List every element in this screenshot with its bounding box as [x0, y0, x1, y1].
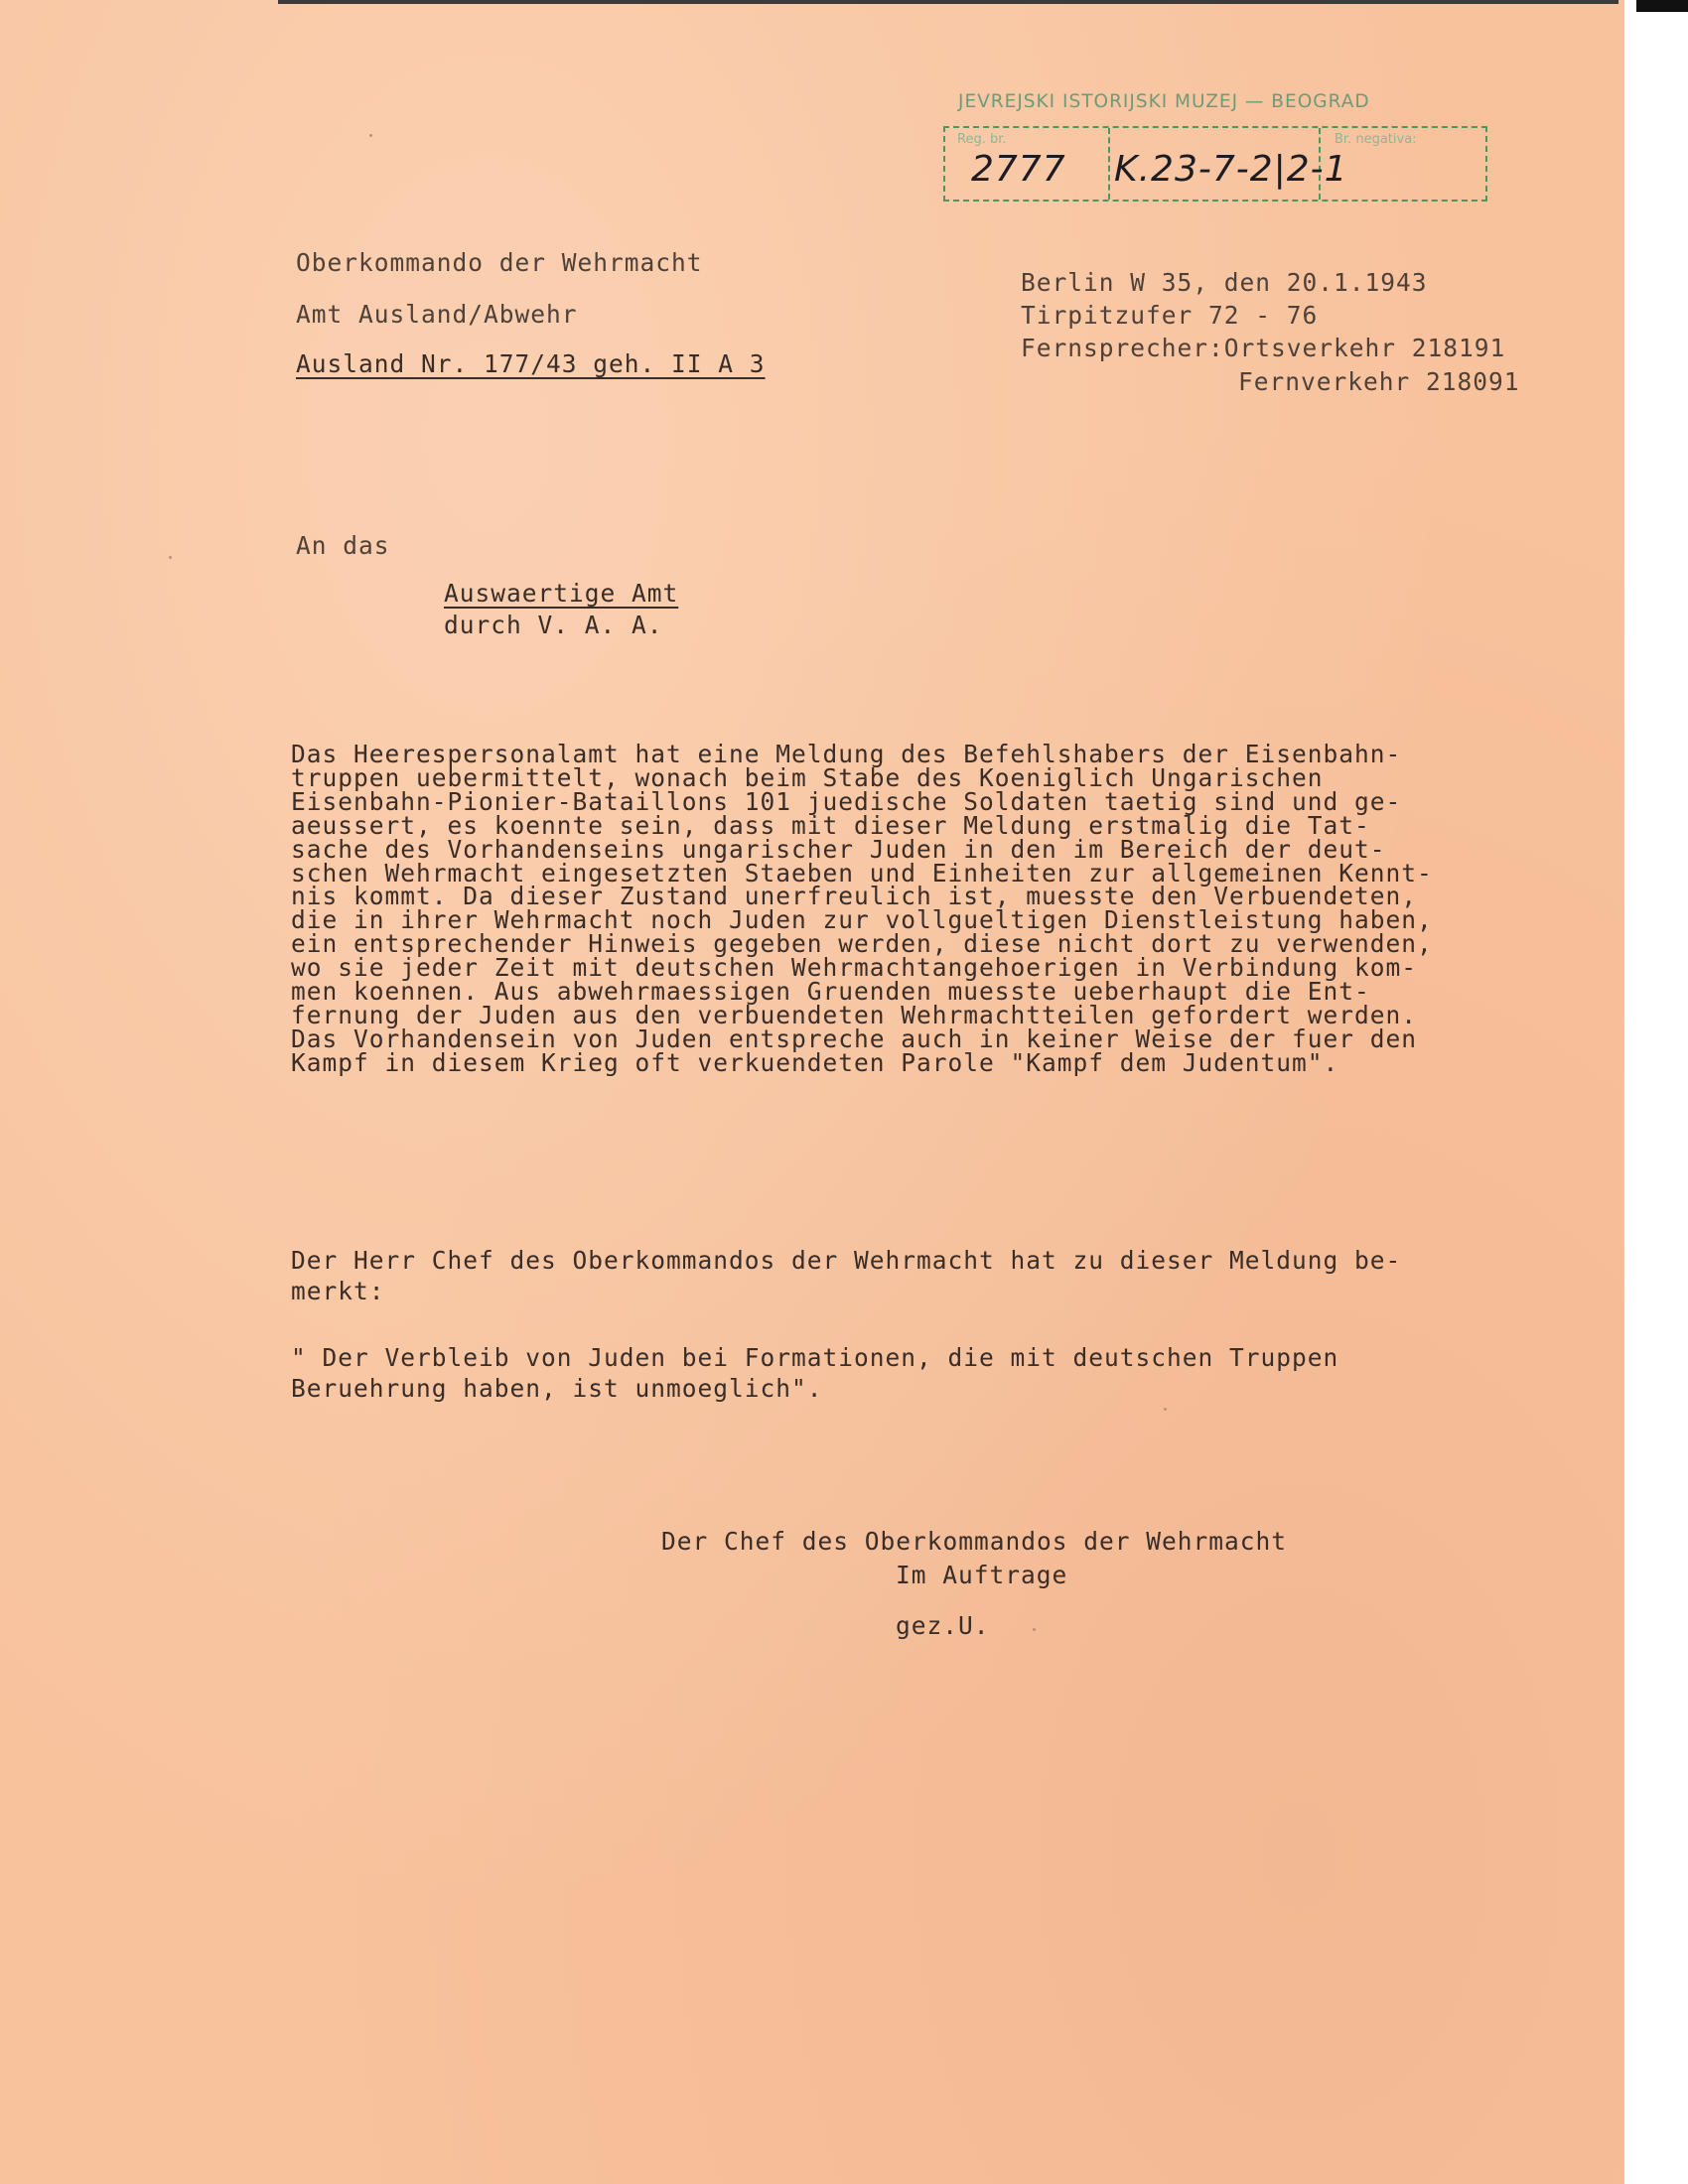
- archive-stamp-title: JEVREJSKI ISTORIJSKI MUZEJ — BEOGRAD: [958, 91, 1370, 112]
- quote-line: " Der Verbleib von Juden bei Formationen, die mit deutschen Truppen: [291, 1343, 1339, 1372]
- letter-body: [291, 740, 1542, 1077]
- stamp-divider: [1108, 128, 1110, 200]
- stamp-caption-negative: Br. negativa:: [1335, 132, 1417, 147]
- sender-line-1: Oberkommando der Wehrmacht: [296, 248, 703, 277]
- scan-top-edge: [278, 0, 1618, 4]
- phone-long-distance: Fernverkehr 218091: [1238, 367, 1520, 396]
- handwritten-reg-number: 2777: [971, 149, 1066, 190]
- body-line: men koennen. Aus abwehrmaessigen Gruenden muesste ueberhaupt die Ent-: [291, 977, 1370, 1007]
- body-line: truppen uebermittelt, wonach beim Stabe des Koeniglich Ungarischen: [291, 762, 1324, 792]
- stamp-caption-reg: Reg. br.: [957, 132, 1007, 147]
- recipient-salutation: An das: [296, 531, 390, 560]
- body-line: Eisenbahn-Pionier-Bataillons 101 juedische Soldaten taetig sind und ge-: [291, 786, 1402, 816]
- body-line: Kampf in diesem Krieg oft verkuendeten Parole "Kampf dem Judentum".: [291, 1047, 1339, 1077]
- body-line: Das Heerespersonalamt hat eine Meldung des Befehlshabers der Eisenbahn-: [291, 740, 1402, 768]
- remark-line: merkt:: [291, 1277, 385, 1305]
- reference-number: Ausland Nr. 177/43 geh. II A 3: [296, 349, 766, 378]
- date-line: Berlin W 35, den 20.1.1943: [1021, 268, 1428, 297]
- body-line: nis kommt. Da dieser Zustand unerfreulich ist, muesste den Verbuendeten,: [291, 882, 1418, 911]
- body-line: ein entsprechender Hinweis gegeben werden, diese nicht dort zu verwenden,: [291, 929, 1433, 959]
- scan-corner-mark: [1636, 0, 1688, 12]
- quote-line: Beruehrung haben, ist unmoeglich".: [291, 1374, 823, 1403]
- recipient-office: Auswaertige Amt: [444, 579, 679, 608]
- recipient-route: durch V. A. A.: [444, 611, 663, 639]
- street-address: Tirpitzufer 72 - 76: [1021, 301, 1319, 330]
- phone-local: Fernsprecher:Ortsverkehr 218191: [1021, 334, 1506, 362]
- closing-title: Der Chef des Oberkommandos der Wehrmacht: [661, 1527, 1288, 1556]
- body-line: wo sie jeder Zeit mit deutschen Wehrmachtangehoerigen in Verbindung kom-: [291, 953, 1418, 983]
- body-line: die in ihrer Wehrmacht noch Juden zur vollgueltigen Dienstleistung haben,: [291, 905, 1433, 935]
- paper-speck: [169, 556, 172, 559]
- sender-line-2: Amt Ausland/Abwehr: [296, 300, 578, 329]
- closing-signed: gez.U.: [896, 1611, 990, 1640]
- remark-paragraph: [291, 1245, 1542, 1306]
- body-line: sache des Vorhandenseins ungarischer Juden in den im Bereich der deut-: [291, 834, 1386, 864]
- remark-line: Der Herr Chef des Oberkommandos der Wehrmacht hat zu dieser Meldung be-: [291, 1246, 1402, 1275]
- body-line: fernung der Juden aus den verbuendeten Wehrmachtteilen gefordert werden.: [291, 1000, 1418, 1029]
- body-line: schen Wehrmacht eingesetzten Staeben und Einheiten zur allgemeinen Kennt-: [291, 858, 1433, 887]
- scan-margin: [1624, 0, 1688, 2184]
- body-line: Das Vorhandensein von Juden entspreche auch in keiner Weise der fuer den: [291, 1024, 1418, 1053]
- paper-speck: [1164, 1408, 1167, 1411]
- paper-speck: [369, 134, 372, 137]
- body-line: aeussert, es koennte sein, dass mit dieser Meldung erstmalig die Tat-: [291, 810, 1370, 840]
- paper-speck: [1033, 1628, 1036, 1631]
- quote-paragraph: [291, 1342, 1542, 1404]
- handwritten-signature-code: K.23-7-2|2-1: [1114, 149, 1348, 190]
- closing-by-order: Im Auftrage: [896, 1561, 1068, 1589]
